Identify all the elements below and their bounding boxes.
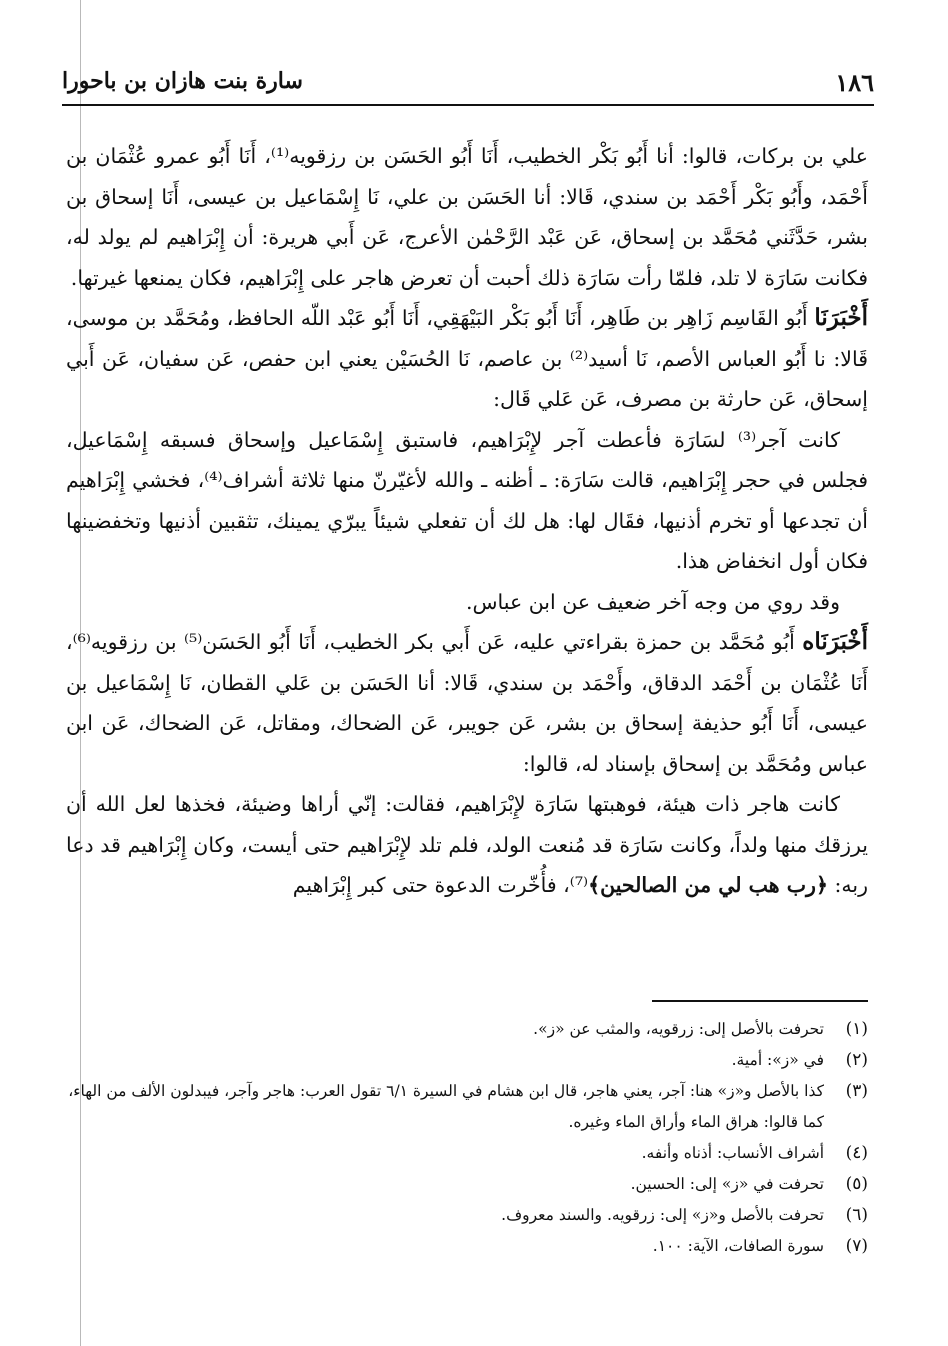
footnote-rule [652,1000,868,1002]
footnote [66,1045,868,1076]
footnote [66,1076,868,1138]
footnote-text: تحرفت بالأصل إلى: زرقويه، والمثب عن «ز». [533,1020,824,1038]
paragraph-3 [66,420,868,582]
main-text [66,136,868,906]
paragraph-lead-word: أَخْبَرَنَاه [802,628,868,655]
header-rule [62,104,874,106]
footnote-number: (٦) [845,1205,868,1225]
paragraph-lead-word: أَخْبَرَنَا [814,304,868,331]
footnote [66,1014,868,1045]
footnote-number: (٥) [845,1174,868,1194]
paragraph-2 [66,298,868,420]
paragraph-text-continued: ⁽⁷⁾، فأُخّرت الدعوة حتى كبر إِبْرَاهيم [292,873,589,897]
paragraph-text: علي بن بركات، قالوا: أنا أَبُو بَكْر الخطيب، أَنَا أَبُو الحَسَن بن رزقويه⁽¹⁾، أَنَا أَبُو عمرو عُثْمَان بن أَحْمَد، وأَبُو بَكْر أَحْمَد بن سندي، قَالا: أنا الحَسَن بن علي، نَا إِسْمَاعيل بن عيسى، أَنَا إسحاق بن بشر، حَدَّثَني مُحَمَّد بن إسحاق، عَن عَبْد الرَّحْمٰن الأعرج، عَن أَبي هريرة: أن إِبْرَاهيم لم يولد له، فكانت سَارَة لا تلد، فلمّا رأت سَارَة ذلك أحبت أن تعرض هاجر على إِبْرَاهيم، فكان يمنعها غيرتها. [66,144,868,290]
footnote-number: (١) [845,1019,868,1039]
footnote-text: تحرفت في «ز» إلى: الحسين. [630,1175,824,1193]
page-header [62,62,874,102]
quran-verse: ﴿رب هب لي من الصالحين﴾ [588,873,828,897]
footnote-number: (٧) [845,1236,868,1256]
page-number: ١٨٦ [835,68,874,97]
paragraph-text: كانت هاجر ذات هيئة، فوهبتها سَارَة لإِبْرَاهيم، فقالت: إنّي أراها وضيئة، فخذها لعل الله أن يرزقك منها ولداً، وكانت سَارَة قد مُنعت الولد، فلم تلد لإِبْرَاهيم حتى أيست، وكان إِبْرَاهيم قد دعا ربه: [66,792,868,897]
footnote [66,1231,868,1262]
running-title: سارة بنت هازان بن باحورا [62,68,303,94]
footnote-text: تحرفت بالأصل و«ز» إلى: زرقويه. والسند معروف. [501,1206,824,1224]
footnote-text: في «ز»: أمية. [731,1051,824,1069]
paragraph-text: أَبُو القَاسِم زَاهِر بن طَاهِر، أَنَا أَبُو بَكْر البَيْهَقِي، أَنَا أَبُو عَبْد اللّه الحافظ، ومُحَمَّد بن موسى، قَالا: نا أَبُو العباس الأصم، نَا أسيد⁽²⁾ بن عاصم، نَا الحُسَيْن يعني ابن حفص، عَن سفيان، عَن أَبي إسحاق، عَن حارثة بن مصرف، عَن عَلي قَال: [66,306,868,411]
footnote [66,1169,868,1200]
paragraph-text: كانت آجر⁽³⁾ لسَارَة فأعطت آجر لإِبْرَاهيم، فاستبق إِسْمَاعيل وإسحاق فسبقه إِسْمَاعيل، فجلس في حجر إِبْرَاهيم، قالت سَارَة: ـ أظنه ـ والله لأغيّرنّ منها ثلاثة أشراف⁽⁴⁾، فخشي إِبْرَاهيم أن تجدعها أو تخرم أذنيها، فقَال لها: هل لك أن تفعلي شيئاً يبرّي يمينك، تثقبين أذنيها وتخفضينها فكان أول انخفاض هذا. [66,427,868,573]
paragraph-1 [66,136,868,298]
paragraph-text: أَبُو مُحَمَّد بن حمزة بقراءتي عليه، عَن أَبي بكر الخطيب، أَنَا أَبُو الحَسَن⁽⁵⁾ بن رزقويه⁽⁶⁾، أَنَا عُثْمَان بن أَحْمَد الدقاق، وأَحْمَد بن سندي، قَالا: أنا الحَسَن بن عَلي القطان، نَا إِسْمَاعيل بن عيسى، أَنَا أَبُو حذيفة إسحاق بن بشر، عَن جويبر، عَن الضحاك، ومقاتل، عَن الضحاك، عَن ابن عباس ومُحَمَّد بن إسحاق بإسناد له، قالوا: [66,630,868,776]
footnote-text: كذا بالأصل و«ز» هنا: آجر، يعني هاجر، قال ابن هشام في السيرة ٦/١ تقول العرب: هاجر وآجر، فيبدلون الألف من الهاء، كما قالوا: هراق الماء وأراق الماء وغيره. [68,1082,824,1131]
footnotes [66,1014,868,1262]
footnote-number: (٢) [845,1050,868,1070]
paragraph-6 [66,784,868,906]
footnote-text: سورة الصافات، الآية: ١٠٠. [652,1237,824,1255]
footnote [66,1200,868,1231]
paragraph-4 [66,582,868,623]
paragraph-text: وقد روي من وجه آخر ضعيف عن ابن عباس. [465,589,840,614]
footnote-text: أشراف الأنساب: أذناه وأنفه. [641,1144,824,1162]
footnote-number: (٣) [845,1081,868,1101]
footnote-number: (٤) [845,1143,868,1163]
footnote [66,1138,868,1169]
paragraph-5 [66,622,868,784]
